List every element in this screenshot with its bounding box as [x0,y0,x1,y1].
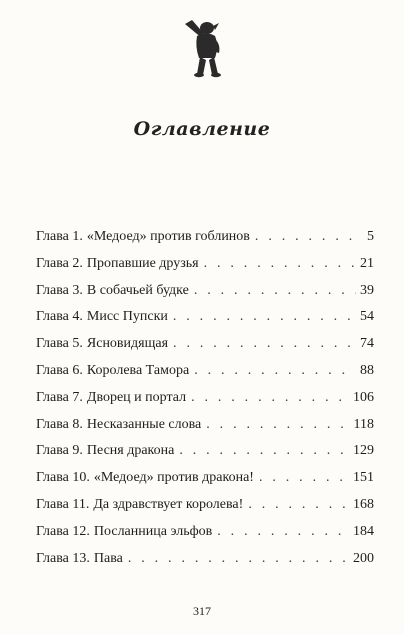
toc-entry [36,546,374,573]
toc-chapter-title: Несказанные слова [86,416,202,432]
toc-page-number: 168 [353,496,374,512]
table-of-contents [36,224,374,572]
toc-chapter-number: Глава 11. [36,496,90,512]
toc-chapter-title: Да здравствует королева! [93,496,244,512]
toc-page-number: 5 [367,229,374,244]
dot-leader [179,438,349,465]
toc-chapter-number: Глава 1. [36,229,83,244]
toc-chapter-number: Глава 5. [36,336,83,352]
toc-chapter-title: Пава [93,550,123,566]
dot-leader [173,331,356,358]
dot-leader [194,278,356,305]
toc-entry [36,385,374,412]
dot-leader [206,412,349,439]
dot-leader [248,492,349,519]
toc-entry [36,358,374,385]
dot-leader [255,224,363,251]
toc-chapter-title: Пропавшие друзья [86,255,199,271]
toc-chapter-title: Ясновидящая [86,336,169,352]
toc-entry [36,278,374,305]
goblin-silhouette-icon [176,14,228,80]
dot-leader [259,465,349,492]
toc-page-number: 74 [360,336,374,352]
dot-leader [128,546,349,573]
page-number: 317 [193,604,211,618]
toc-chapter-number: Глава 13. [36,550,90,566]
toc-chapter-number: Глава 12. [36,523,90,539]
toc-chapter-number: Глава 7. [36,389,83,405]
toc-chapter-number: Глава 2. [36,255,83,271]
toc-page-number: 21 [360,255,374,271]
toc-entry [36,492,374,519]
toc-chapter-title: Дворец и портал [86,389,187,405]
dot-leader [217,519,349,546]
toc-entry [36,438,374,465]
toc-chapter-title: Королева Тамора [86,362,190,378]
toc-chapter-number: Глава 4. [36,309,83,325]
toc-chapter-number: Глава 3. [36,282,83,298]
toc-entry [36,251,374,278]
toc-entry [36,331,374,358]
toc-page-number: 88 [360,362,374,378]
page-title: Оглавление [133,118,271,140]
toc-chapter-title: В собачьей будке [86,282,189,298]
toc-chapter-title: «Медоед» против дракона! [93,470,254,486]
toc-page-number: 184 [353,523,374,539]
toc-page-number: 129 [353,443,374,459]
toc-entry [36,412,374,439]
toc-chapter-number: Глава 8. [36,416,83,432]
toc-chapter-number: Глава 9. [36,443,83,459]
dot-leader [194,358,356,385]
toc-chapter-number: Глава 10. [36,470,90,486]
dot-leader [173,304,356,331]
toc-page-number: 151 [353,470,374,486]
toc-chapter-title: Песня дракона [86,443,175,459]
toc-chapter-number: Глава 6. [36,362,83,378]
dot-leader [191,385,349,412]
toc-entry [36,304,374,331]
toc-entry [36,224,374,251]
toc-page-number: 54 [360,309,374,325]
toc-entry [36,465,374,492]
toc-chapter-title: Мисс Пупски [86,309,168,325]
toc-chapter-title: Посланница эльфов [93,523,213,539]
dot-leader [204,251,356,278]
toc-page-number: 200 [353,550,374,566]
toc-entry [36,519,374,546]
toc-page-number: 118 [353,416,374,432]
toc-page-number: 106 [353,389,374,405]
toc-page-number: 39 [360,282,374,298]
toc-chapter-title: «Медоед» против гоблинов [86,229,250,244]
